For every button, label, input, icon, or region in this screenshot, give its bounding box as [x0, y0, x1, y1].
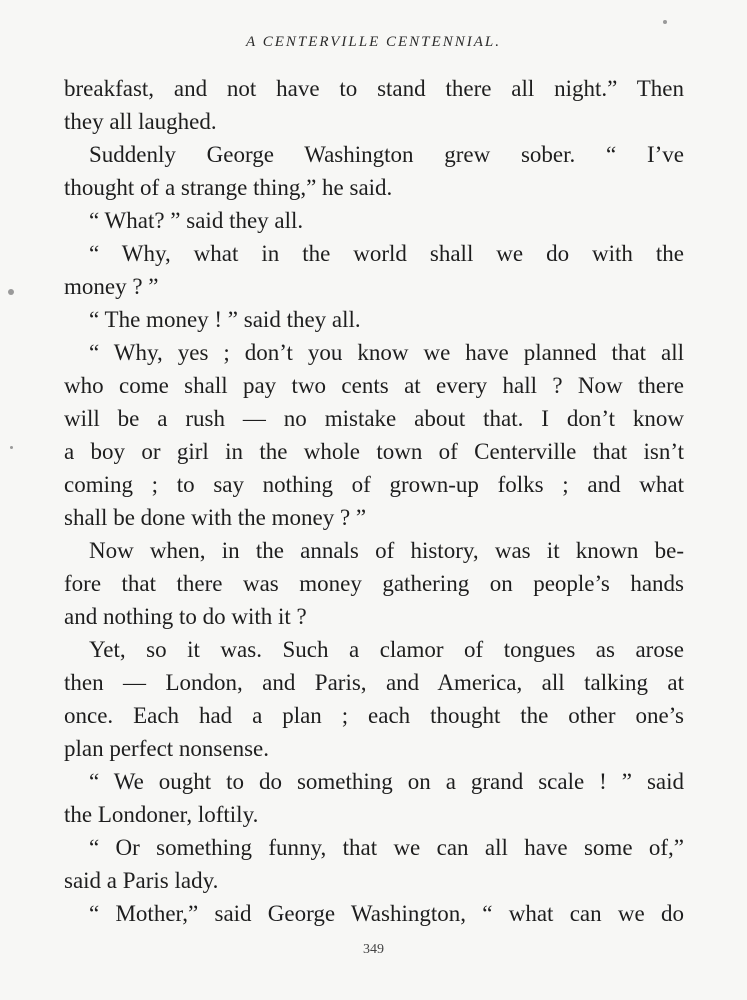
text-line: “ What? ” said they all.	[89, 208, 304, 233]
page-number: 349	[363, 942, 384, 957]
paper-speck	[8, 289, 14, 295]
text-line: “ Why, what in the world shall we do with the	[89, 241, 684, 266]
text-line: “ Mother,” said George Washington, “ what can we do	[89, 901, 684, 926]
text-line: and nothing to do with it ?	[64, 604, 307, 629]
text-line: thought of a strange thing,” he said.	[64, 175, 393, 200]
text-line: shall be done with the money ? ”	[64, 505, 367, 530]
text-line: Yet, so it was. Such a clamor of tongues as arose	[89, 637, 684, 662]
text-line: then — London, and Paris, and America, all talking at	[64, 670, 684, 695]
text-line: Now when, in the annals of history, was it known be-	[89, 538, 684, 563]
text-line: coming ; to say nothing of grown-up folks ; and what	[64, 472, 684, 497]
text-line: a boy or girl in the whole town of Centerville that isn’t	[64, 439, 684, 464]
text-line: will be a rush — no mistake about that. I don’t know	[64, 406, 684, 431]
body-text	[64, 72, 684, 930]
text-line: breakfast, and not have to stand there all night.” Then	[64, 76, 684, 101]
text-line: plan perfect nonsense.	[64, 736, 270, 761]
text-line: “ The money ! ” said they all.	[89, 307, 361, 332]
text-line: said a Paris lady.	[64, 868, 219, 893]
paper-speck	[663, 20, 667, 24]
text-line: “ Why, yes ; don’t you know we have planned that all	[89, 340, 684, 365]
text-line: the Londoner, loftily.	[64, 802, 259, 827]
text-line: who come shall pay two cents at every hall ? Now there	[64, 373, 684, 398]
text-line: Suddenly George Washington grew sober. “ I’ve	[89, 142, 684, 167]
text-line: “ We ought to do something on a grand scale ! ” said	[89, 769, 684, 794]
text-line: once. Each had a plan ; each thought the other one’s	[64, 703, 684, 728]
paper-speck	[10, 446, 13, 449]
text-line: they all laughed.	[64, 109, 217, 134]
running-head: A CENTERVILLE CENTENNIAL.	[246, 34, 501, 50]
text-line: “ Or something funny, that we can all have some of,”	[89, 835, 684, 860]
text-line: fore that there was money gathering on people’s hands	[64, 571, 684, 596]
text-line: money ? ”	[64, 274, 159, 299]
